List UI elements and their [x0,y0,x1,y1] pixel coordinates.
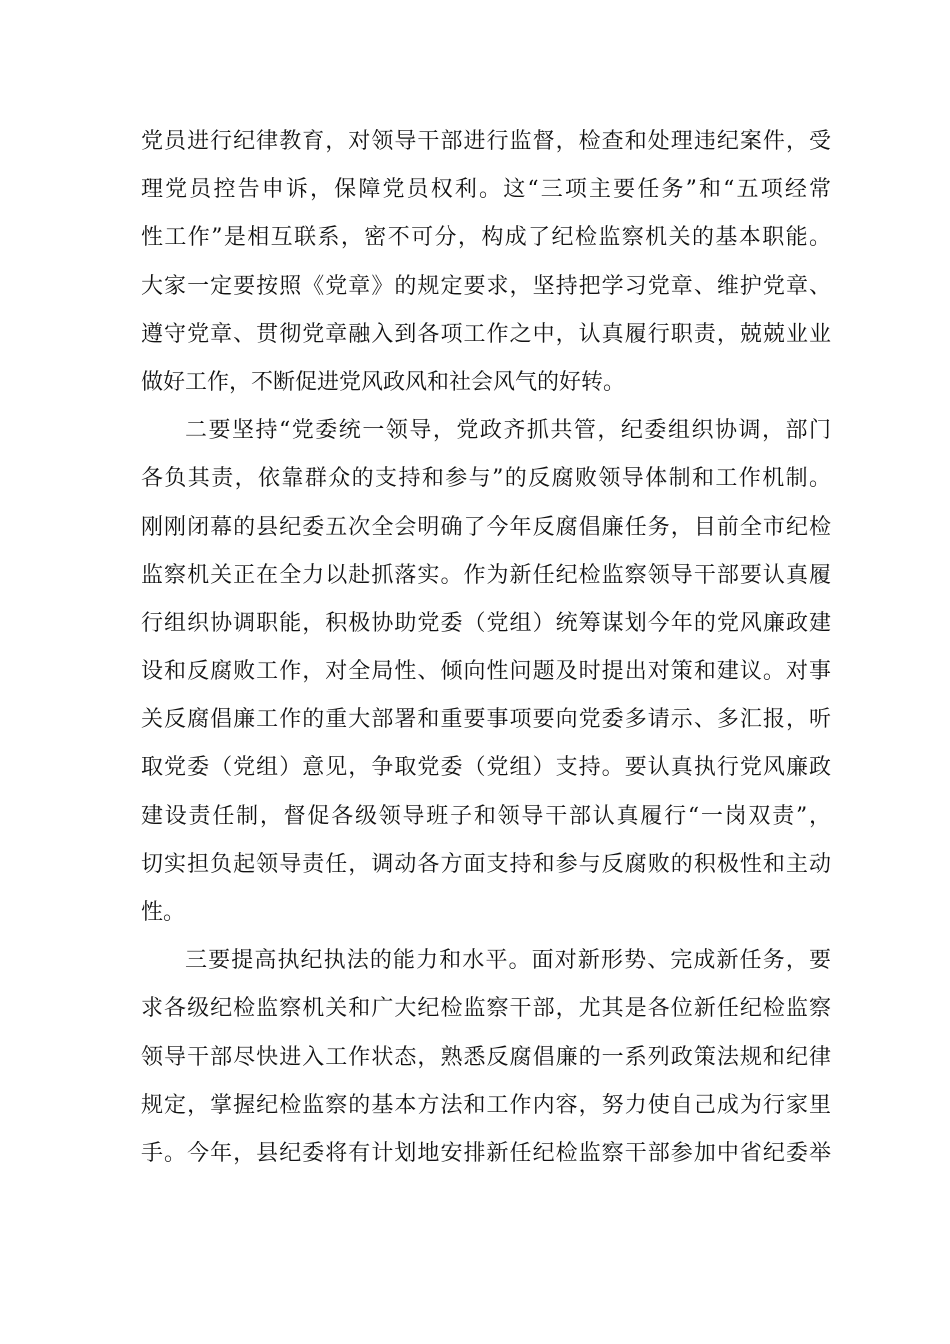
paragraph-2-line-9: 建设责任制，督促各级领导班子和领导干部认真履行“一岗双责”， [141,803,831,829]
paragraph-2-line-6: 设和反腐败工作，对全局性、倾向性问题及时提出对策和建议。对事 [141,659,831,685]
paragraph-1-line-5: 遵守党章、贯彻党章融入到各项工作之中，认真履行职责，兢兢业业 [141,321,831,347]
paragraph-2-line-4: 监察机关正在全力以赴抓落实。作为新任纪检监察领导干部要认真履 [141,562,831,588]
paragraph-3-line-3: 领导干部尽快进入工作状态，熟悉反腐倡廉的一系列政策法规和纪律 [141,1044,831,1070]
paragraph-1-line-2: 理党员控告申诉，保障党员权利。这“三项主要任务”和“五项经常 [141,177,831,203]
paragraph-3-line-4: 规定，掌握纪检监察的基本方法和工作内容，努力使自己成为行家里 [141,1092,831,1118]
paragraph-2-line-5: 行组织协调职能，积极协助党委（党组）统筹谋划今年的党风廉政建 [141,610,831,636]
paragraph-3-line-5: 手。今年，县纪委将有计划地安排新任纪检监察干部参加中省纪委举 [141,1140,831,1166]
paragraph-1-line-6: 做好工作，不断促进党风政风和社会风气的好转。 [141,369,626,395]
paragraph-2-line-2: 各负其责，依靠群众的支持和参与”的反腐败领导体制和工作机制。 [141,466,831,492]
paragraph-3-line-2: 求各级纪检监察机关和广大纪检监察干部，尤其是各位新任纪检监察 [141,996,831,1022]
paragraph-2-line-11: 性。 [141,900,186,925]
paragraph-1-line-4: 大家一定要按照《党章》的规定要求，坚持把学习党章、维护党章、 [141,273,831,299]
paragraph-2-line-7: 关反腐倡廉工作的重大部署和重要事项要向党委多请示、多汇报，听 [141,707,831,733]
paragraph-2-line-10: 切实担负起领导责任，调动各方面支持和参与反腐败的积极性和主动 [141,851,831,877]
paragraph-3-line-1: 三要提高执纪执法的能力和水平。面对新形势、完成新任务，要 [185,948,831,974]
paragraph-2-line-3: 刚刚闭幕的县纪委五次全会明确了今年反腐倡廉任务，目前全市纪检 [141,514,831,540]
paragraph-2-line-8: 取党委（党组）意见，争取党委（党组）支持。要认真执行党风廉政 [141,755,831,781]
paragraph-1-line-3: 性工作”是相互联系，密不可分，构成了纪检监察机关的基本职能。 [141,225,831,251]
paragraph-1-line-1: 党员进行纪律教育，对领导干部进行监督，检查和处理违纪案件，受 [141,129,831,154]
document-body [141,118,831,1178]
paragraph-2-line-1: 二要坚持“党委统一领导，党政齐抓共管，纪委组织协调，部门 [185,418,831,444]
